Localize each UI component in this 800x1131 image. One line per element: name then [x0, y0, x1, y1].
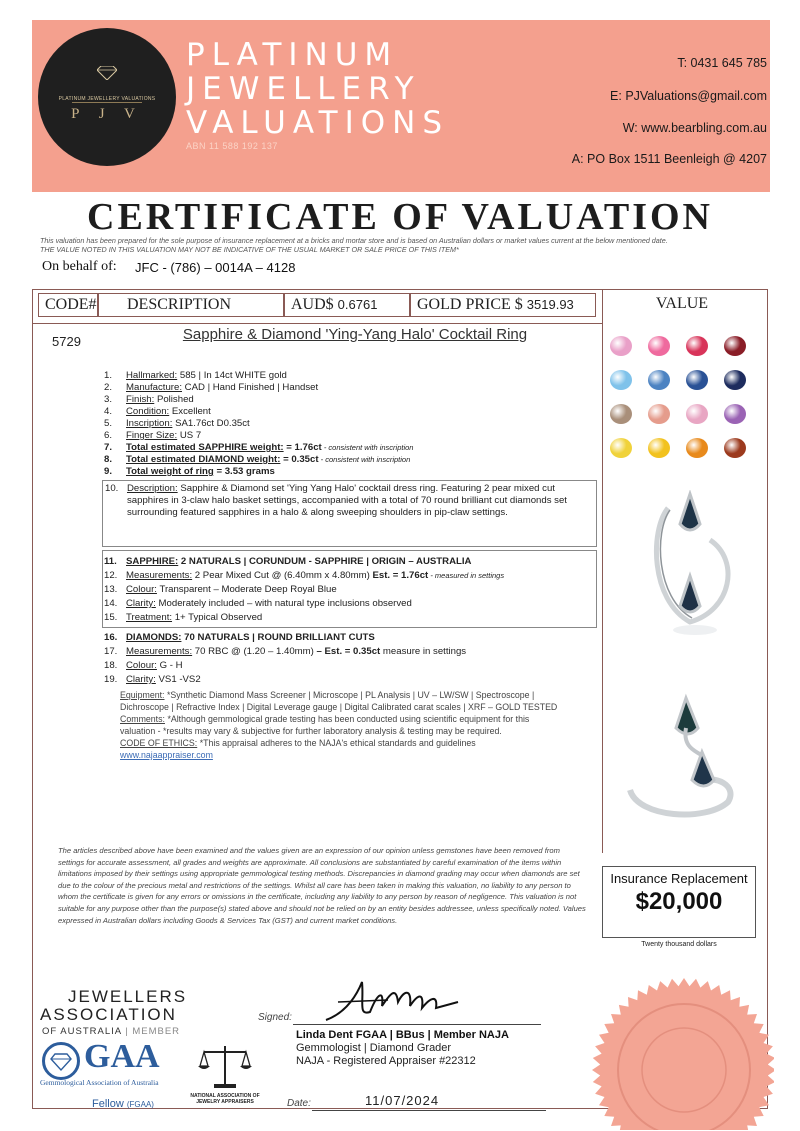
- sapphire-row: 12. Measurements: 2 Pear Mixed Cut @ (6.40mm x 4.80mm) Est. = 1.76ct - measured in settings: [104, 570, 505, 581]
- company-seal: [574, 970, 774, 1130]
- signature: [318, 972, 468, 1028]
- diamond-row: 19. Clarity: VS1 -VS2: [104, 674, 201, 685]
- logo-divider: [72, 102, 142, 103]
- table-column-divider: [602, 289, 603, 853]
- diamond-row: 17. Measurements: 70 RBC @ (1.20 – 1.40mm) – Est. = 0.35ct measure in settings: [104, 646, 467, 657]
- gem-swatch: [648, 336, 670, 356]
- sapphire-row: 13. Colour: Transparent – Moderate Deep Royal Blue: [104, 584, 337, 595]
- logo-monogram: P J V: [71, 106, 143, 122]
- spec-row: 2. Manufacture: CAD | Hand Finished | Handset: [104, 382, 319, 393]
- naja-website-link[interactable]: www.najaappraiser.com: [120, 750, 213, 760]
- brand-line-2: JEWELLERY: [186, 71, 421, 107]
- gem-swatch: [610, 336, 632, 356]
- gaa-subtitle: Gemmological Association of Australia: [40, 1078, 159, 1087]
- sapphire-row: 11. SAPPHIRE: 2 NATURALS | CORUNDUM - SAPPHIRE | ORIGIN – AUSTRALIA: [104, 556, 472, 567]
- gem-swatch: [648, 438, 670, 458]
- logo-small-text: PLATINUM JEWELLERY VALUATIONS: [58, 96, 156, 102]
- equipment-block: Equipment: *Synthetic Diamond Mass Screener | Microscope | PL Analysis | UV – LW/SW | Spectroscope | Dichroscope | Refractive Index | Digital Leverage gauge | Digital Calibrated carat scales | XRF – GOLD TESTED Comments: *Although gemmological grade testing has been conducted using scientific equipment for this valuation - *results may vary & subjective for further laboratory analysis & testing may be required. CODE OF ETHICS: *This appraisal adheres to the NAJA's ethical standards and guidelines www.najaappraiser.com: [120, 689, 560, 761]
- spec-row: 6. Finger Size: US 7: [104, 430, 202, 441]
- insurance-words: Twenty thousand dollars: [641, 941, 717, 948]
- sapphire-row: 15. Treatment: 1+ Typical Observed: [104, 612, 263, 623]
- gem-swatch: [686, 404, 708, 424]
- disclaimer-line-1: This valuation has been prepared for the sole purpose of insurance replacement at a bricks and mortar store and is based on Australian dollars or market values current at the below mentioned date.: [40, 236, 668, 245]
- spec-row: 9. Total weight of ring = 3.53 grams: [104, 466, 275, 477]
- insurance-value: $20,000: [635, 888, 723, 915]
- contact-email: E: PJValuations@gmail.com: [610, 89, 767, 103]
- date-value: 11/07/2024: [365, 1093, 440, 1108]
- header-description: DESCRIPTION: [98, 293, 284, 317]
- signer-registration: NAJA - Registered Appraiser #22312: [296, 1055, 476, 1067]
- gem-swatch: [724, 438, 746, 458]
- signed-label: Signed:: [258, 1012, 292, 1023]
- header-aud: AUD$ 0.6761: [284, 293, 410, 317]
- gem-swatch: [724, 336, 746, 356]
- table-divider: [32, 323, 602, 324]
- gem-swatch: [610, 370, 632, 390]
- gem-swatch: [686, 336, 708, 356]
- gem-color-grid: [606, 330, 762, 480]
- gem-swatch: [648, 370, 670, 390]
- signer-role: Gemmologist | Diamond Grader: [296, 1042, 452, 1054]
- spec-row: 3. Finish: Polished: [104, 394, 194, 405]
- date-label: Date:: [287, 1098, 311, 1109]
- spec-row: 8. Total estimated DIAMOND weight: = 0.35ct - consistent with inscription: [104, 454, 411, 465]
- brand-line-3: VALUATIONS: [186, 105, 449, 141]
- insurance-replacement-box: [602, 866, 756, 938]
- spec-row: 4. Condition: Excellent: [104, 406, 211, 417]
- header-code: CODE#: [38, 293, 98, 317]
- abn-number: ABN 11 588 192 137: [186, 141, 278, 151]
- behalf-value: JFC - (786) – 0014A – 4128: [135, 260, 296, 275]
- certificate-title: CERTIFICATE OF VALUATION: [87, 196, 713, 238]
- gem-swatch: [724, 370, 746, 390]
- item-title: Sapphire & Diamond 'Ying-Yang Halo' Cocktail Ring: [182, 326, 528, 343]
- diamond-row: 16. DIAMONDS: 70 NATURALS | ROUND BRILLIANT CUTS: [104, 632, 375, 643]
- behalf-label: On behalf of:: [42, 259, 117, 274]
- diamond-row: 18. Colour: G - H: [104, 660, 183, 671]
- naja-label: NATIONAL ASSOCIATION OF JEWELRY APPRAISERS: [190, 1093, 260, 1105]
- header-gold-price: GOLD PRICE $ 3519.93: [410, 293, 596, 317]
- gem-swatch: [610, 404, 632, 424]
- contact-address: A: PO Box 1511 Beenleigh @ 4207: [571, 152, 767, 166]
- ring-photo-top: [640, 490, 750, 640]
- gem-swatch: [610, 438, 632, 458]
- gem-swatch: [686, 438, 708, 458]
- diamond-icon: [50, 1050, 72, 1072]
- header-value: VALUE: [655, 295, 709, 312]
- contact-web: W: www.bearbling.com.au: [622, 121, 767, 135]
- spec-row: 5. Inscription: SA1.76ct D0.35ct: [104, 418, 250, 429]
- gem-swatch: [686, 370, 708, 390]
- gem-swatch: [648, 404, 670, 424]
- signature-line: [293, 1024, 541, 1025]
- contact-phone: T: 0431 645 785: [677, 56, 767, 70]
- ja-logo-line-1: JEWELLERS: [68, 987, 188, 1006]
- spec-row: 7. Total estimated SAPPHIRE weight: = 1.76ct - consistent with inscription: [104, 442, 414, 453]
- diamond-icon: [97, 66, 117, 80]
- gaa-logo: GAA: [84, 1038, 160, 1075]
- date-line: [312, 1110, 546, 1111]
- scales-icon: [196, 1040, 254, 1092]
- item-code: 5729: [52, 334, 81, 349]
- disclaimer: [40, 236, 772, 254]
- description-row: 10. Description: Sapphire & Diamond set 'Ying Yang Halo' cocktail dress ring. Featuring 2 pear mixed cut sapphires in 3-claw halo basket settings, accompanied with a total of 70 round brilliant cut diamonds set surrounding featured sapphires in a halo & along sweeping shoulders in pip-claw settings.: [102, 480, 597, 547]
- ja-logo-line-3: OF AUSTRALIA | MEMBER: [42, 1026, 181, 1037]
- legal-note: The articles described above have been examined and the values given are an expression of our opinion unless gemstones have been removed from settings for accurate assessment, all grades and weights are approximate. All conclusions are substantiated by careful examination of the items within limitations imposed by their settings using appropriate gemmological testing methods. Discrepancies in diamond grading may occur when diamonds are set due to the colour of the precious metal and restrictions of the settings. Whilst all care has been taken in making this valuation, no liability to any person to whom the certificate is given for any errors or omissions in the certificate, including any liability to any person by reason of negligence. This valuation is not suitable for any purpose other than the purpose(s) stated above and should not be relied on by an entity besides addressee, unless specifically noted. Values expressed in Australian dollars including Goods & Services Tax (GST) and current market conditions.: [58, 846, 586, 925]
- insurance-label: Insurance Replacement: [610, 871, 748, 886]
- signer-name: Linda Dent FGAA | BBus | Member NAJA: [296, 1029, 509, 1041]
- gem-swatch: [724, 404, 746, 424]
- disclaimer-line-2: THE VALUE NOTED IN THIS VALUATION MAY NOT BE INDICATIVE OF THE USUAL MARKET OR SALE PRICE OF THIS ITEM*: [40, 245, 459, 254]
- spec-row: 1. Hallmarked: 585 | In 14ct WHITE gold: [104, 370, 287, 381]
- sapphire-row: 14. Clarity: Moderately included – with natural type inclusions observed: [104, 598, 412, 609]
- ja-logo-line-2: ASSOCIATION: [40, 1005, 177, 1024]
- brand-line-1: PLATINUM: [186, 37, 399, 73]
- ring-photo-bottom: [616, 690, 746, 840]
- fellow-label: Fellow (FGAA): [92, 1098, 154, 1110]
